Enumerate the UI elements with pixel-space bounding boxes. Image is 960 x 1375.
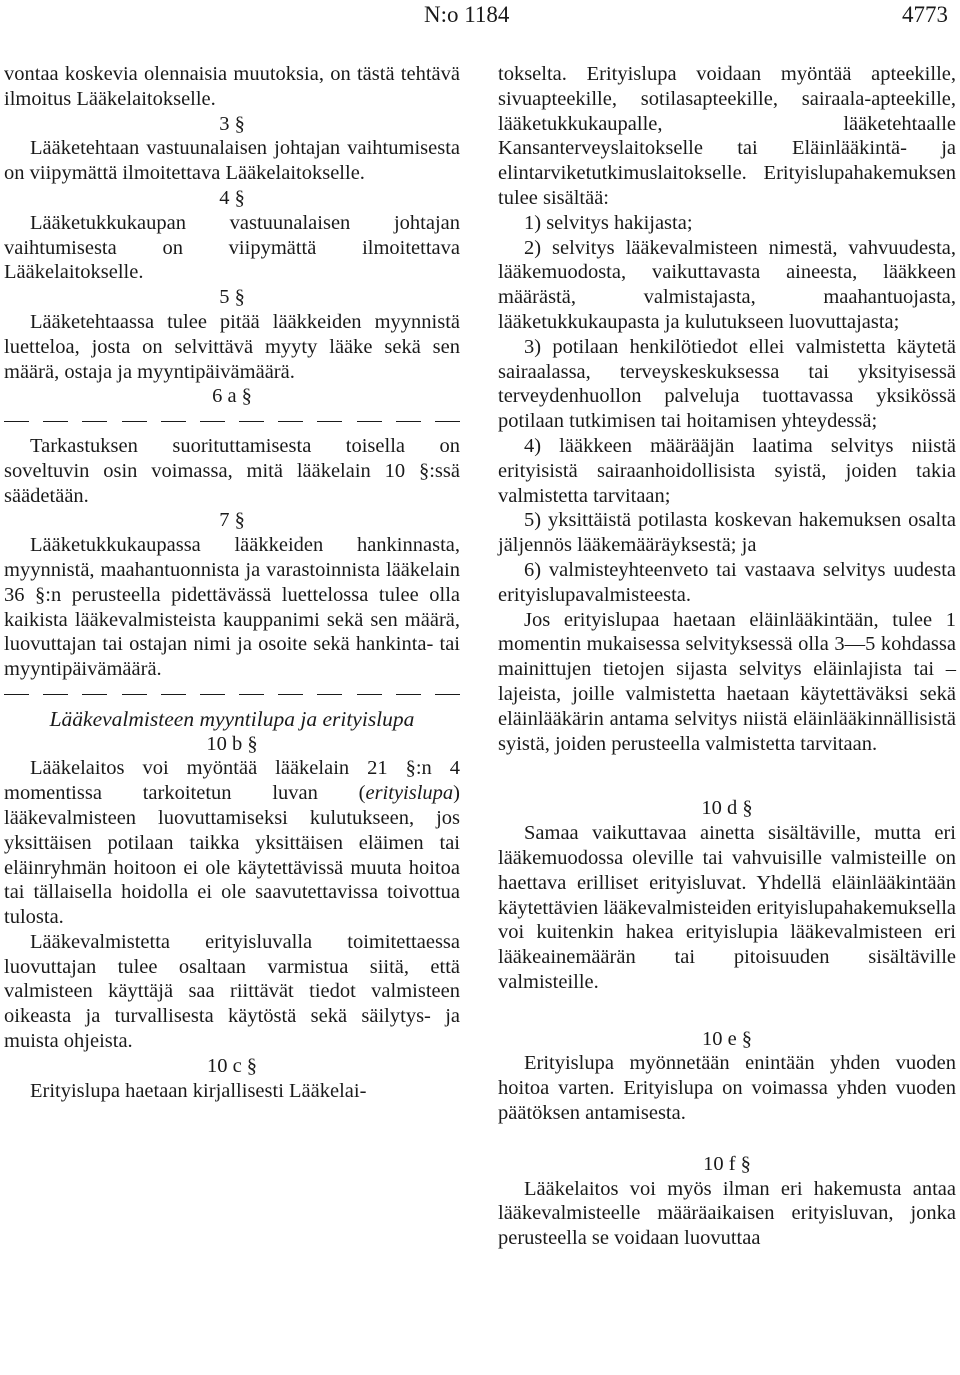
section-text-10e: Erityislupa myönnetään enintään yhden vuoden hoitoa varten. Erityislupa on voimassa yhden vuoden päätöksen antamisesta. <box>498 1052 956 1125</box>
page-header <box>0 2 960 32</box>
section-title-7: 7 § <box>219 509 245 532</box>
section-text-6a: Tarkastuksen suorituttamisesta toisella on soveltuvin osin voimassa, mitä lääkelain 10 §:ssä säädetään. <box>4 434 460 507</box>
section-title-6a: 6 a § <box>212 385 252 408</box>
left-column <box>4 62 460 1103</box>
omission-dashes <box>4 409 460 434</box>
issue-number: N:o 1184 <box>424 2 510 27</box>
section-text-10d: Samaa vaikuttavaa ainetta sisältäville, mutta eri lääkemuodossa oleville tai vahvuisille valmisteille on haettava erilliset erityisluvat. Yhdellä eläinlääkintään käytettävien lääkevalmisteiden erityislupahakemuksella voi kuitenkin hakea erityislupia lääkevalmisteen eri lääkeainemäärän tai pitoisuuden sisältäville valmisteille. <box>498 822 956 993</box>
section-title-4: 4 § <box>219 186 245 209</box>
section-text-3: Lääketehtaan vastuunalaisen johtajan vaihtumisesta on viipymättä ilmoitettava Lääkelaitokselle. <box>4 137 460 185</box>
paragraph-intro: vontaa koskevia olennaisia muutoksia, on tästä tehtävä ilmoitus Lääkelaitokselle. <box>4 63 460 110</box>
section-title-10c: 10 c § <box>206 1054 258 1077</box>
section-text-5: Lääketehtaassa tulee pitää lääkkeiden myynnistä luetteloa, josta on selvittävä myyty lääke sekä sen määrä, ostaja ja myyntipäivämäärä. <box>4 310 460 383</box>
list-item: 2) selvitys lääkevalmisteen nimestä, vahvuudesta, lääkemuodosta, vaikuttavasta aineesta, lääkkeen määrästä, valmistajasta, maahantuojasta, lääketukkukaupasta ja kulutukseen luovuttajasta; <box>498 236 956 333</box>
list-item: 5) yksittäistä potilasta koskevan hakemuksen osalta jäljennös lääkemääräyksestä; ja <box>498 509 956 557</box>
list-item: 6) valmisteyhteenveto tai vastaava selvitys uudesta erityislupavalmisteesta. <box>498 558 956 606</box>
section-text-4: Lääketukkukaupan vastuunalaisen johtajan vaihtumisesta on viipymättä ilmoitettava Lääkelaitokselle. <box>4 211 460 284</box>
right-column <box>498 62 956 1251</box>
section-title-3: 3 § <box>219 112 245 135</box>
section-title-10e: 10 e § <box>701 1027 753 1050</box>
section-text-10b-2: Lääkevalmistetta erityisluvalla toimitettaessa luovuttajan tulee osaltaan varmistua siitä, että valmisteen käyttäjä saa riittävät tiedot valmisteen oikeasta ja turvallisesta käytöstä sekä säilytys- ja muista ohjeista. <box>4 930 460 1053</box>
list-item: 4) lääkkeen määrääjän laatima selvitys niistä erityisistä sairaanhoidollisista syistä, joiden takia valmistetta tarvitaan; <box>498 434 956 507</box>
section-text-10c: Erityislupa haetaan kirjallisesti Lääkelai- <box>30 1079 367 1102</box>
section-text-10b-1: Lääkelaitos voi myöntää lääkelain 21 §:n 4 momentissa tarkoitetun luvan (erityislupa) lääkevalmisteen luovuttamiseksi kulutukseen, jos yksittäisen potilaan taikka yksittäisen eläimen tai eläinryhmän hoitoon ei ole käytettävissä muuta hoitoa tai tällaisella hoidolla ei ole saavutettavissa toivottua tulosta. <box>4 757 460 929</box>
section-title-10f: 10 f § <box>703 1152 751 1175</box>
omission-dashes <box>4 682 460 707</box>
section-text-7: Lääketukkukaupassa lääkkeiden hankinnasta, myynnistä, maahantuonnista ja varastoinnista lääkelain 36 §:n perusteella pidettävässä luettelossa tulee olla kaikista lääkevalmisteista kauppanimi sekä sen määrä, luovuttajan tai ostajan nimi ja osoite sekä hankinta- tai myyntipäivämäärä. <box>4 534 460 681</box>
list-item: 3) potilaan henkilötiedot ellei valmistetta käytetä sairaalassa, terveyskeskuksessa tai yksityisessä terveydenhuollon palveluja tuottavassa yksikössä potilaan tutkimisen tai hoitamisen yhteydessä; <box>498 335 956 433</box>
list-item: 1) selvitys hakijasta; <box>524 211 693 234</box>
section-text-10f: Lääkelaitos voi myös ilman eri hakemusta antaa lääkevalmisteelle määräaikaisen erityisluvan, jonka perusteella se voidaan luovuttaa <box>498 1177 956 1250</box>
section-title-5: 5 § <box>219 286 245 309</box>
section-title-10b: 10 b § <box>206 732 258 755</box>
page-number: 4773 <box>902 2 948 27</box>
paragraph-veterinary: Jos erityislupaa haetaan eläinlääkintään, tulee 1 momentin mukaisessa selvityksessä olla 3—5 kohdassa mainittujen tietojen sijasta selvitys eläinlajista tai –lajeista, joille valmistetta haetaan käytettäväksi sekä eläinlääkärin antama selvitys niistä eläinlääkinnällisistä syistä, joiden perusteella valmistetta tarvitaan. <box>498 608 956 755</box>
section-title-10d: 10 d § <box>701 797 753 820</box>
paragraph-continued: tokselta. Erityislupa voidaan myöntää apteekille, sivuapteekille, sotilasapteekille, sairaala-apteekille, lääketukkukaupalle, lääketehtaalle Kansanterveyslaitokselle tai Eläinlääkintä- ja elintarviketutkimuslaitokselle. Erityislupahakemuksen tulee sisältää: <box>498 63 956 209</box>
chapter-heading: Lääkevalmisteen myyntilupa ja erityislupa <box>49 706 415 731</box>
